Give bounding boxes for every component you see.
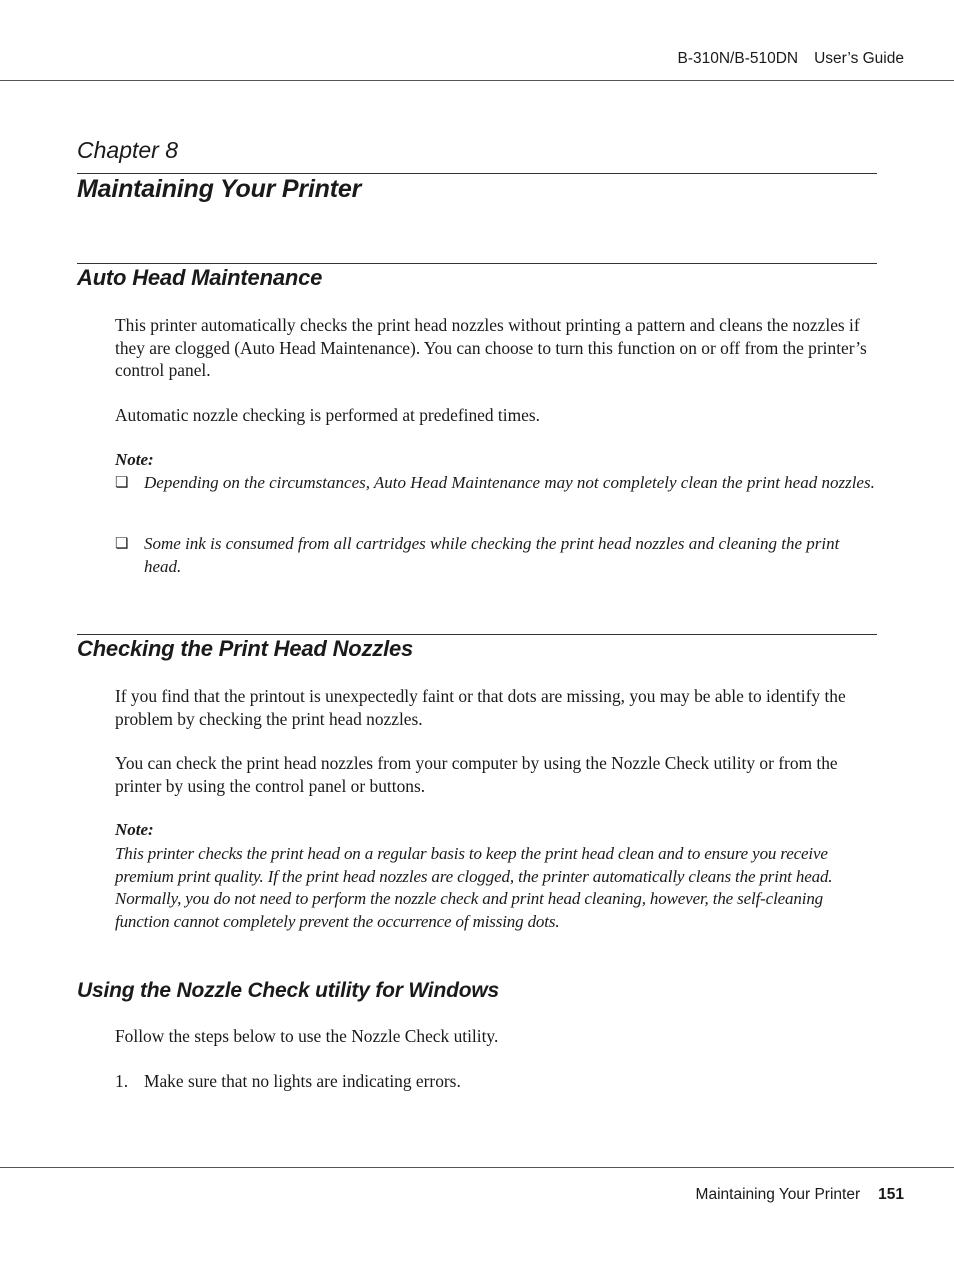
- chapter-label: Chapter 8: [77, 137, 179, 163]
- checkbox-bullet-icon: ❏: [115, 475, 129, 491]
- section-rule-auto-head: [77, 263, 877, 264]
- checking-note-label: Note:: [115, 820, 154, 839]
- step-number: 1.: [115, 1071, 129, 1091]
- heading-nozzle-check-utility: Using the Nozzle Check utility for Windows: [77, 979, 499, 1002]
- auto-head-note-item: [115, 533, 880, 578]
- header-rule: [0, 80, 954, 81]
- header-guide: User’s Guide: [814, 50, 904, 67]
- chapter-rule: [77, 173, 877, 174]
- heading-auto-head-maintenance: Auto Head Maintenance: [77, 265, 323, 290]
- step-item: [115, 1070, 880, 1093]
- checking-paragraph-2: You can check the print head nozzles from your computer by using the Nozzle Check utility or from the printer by using the control panel or buttons.: [115, 753, 838, 796]
- auto-head-paragraph-1: This printer automatically checks the print head nozzles without printing a pattern and cleans the nozzles if they are clogged (Auto Head Maintenance). You can choose to turn this function on or off from the printer’s control panel.: [115, 315, 867, 380]
- note-item-text: Depending on the circumstances, Auto Head Maintenance may not completely clean the print head nozzles.: [144, 473, 875, 492]
- chapter-title: Maintaining Your Printer: [77, 175, 362, 203]
- auto-head-paragraph-2: Automatic nozzle checking is performed at predefined times.: [115, 405, 540, 425]
- running-footer: [696, 1186, 904, 1204]
- header-model: B-310N/B-510DN: [677, 50, 799, 67]
- step-text: Make sure that no lights are indicating errors.: [144, 1071, 461, 1091]
- page-number: 151: [878, 1186, 904, 1203]
- footer-rule: [0, 1167, 954, 1168]
- footer-section: Maintaining Your Printer: [695, 1186, 861, 1203]
- running-header: [678, 50, 905, 68]
- checking-note-text: This printer checks the print head on a regular basis to keep the print head clean and to ensure you receive premium print quality. If the print head nozzles are clogged, the printer automatically cleans the print head. Normally, you do not need to perform the nozzle check and print head cleaning, however, the self-cleaning function cannot completely prevent the occurrence of missing dots.: [115, 844, 833, 931]
- checkbox-bullet-icon: ❏: [115, 536, 129, 552]
- section-rule-checking: [77, 634, 877, 635]
- checking-paragraph-1: If you find that the printout is unexpectedly faint or that dots are missing, you may be able to identify the problem by checking the print head nozzles.: [115, 686, 846, 729]
- heading-checking-nozzles: Checking the Print Head Nozzles: [77, 636, 414, 661]
- utility-paragraph-1: Follow the steps below to use the Nozzle Check utility.: [115, 1026, 499, 1046]
- auto-head-note-label: Note:: [115, 450, 154, 469]
- auto-head-note-item: [115, 472, 880, 495]
- note-item-text: Some ink is consumed from all cartridges while checking the print head nozzles and cleaning the print head.: [144, 534, 840, 576]
